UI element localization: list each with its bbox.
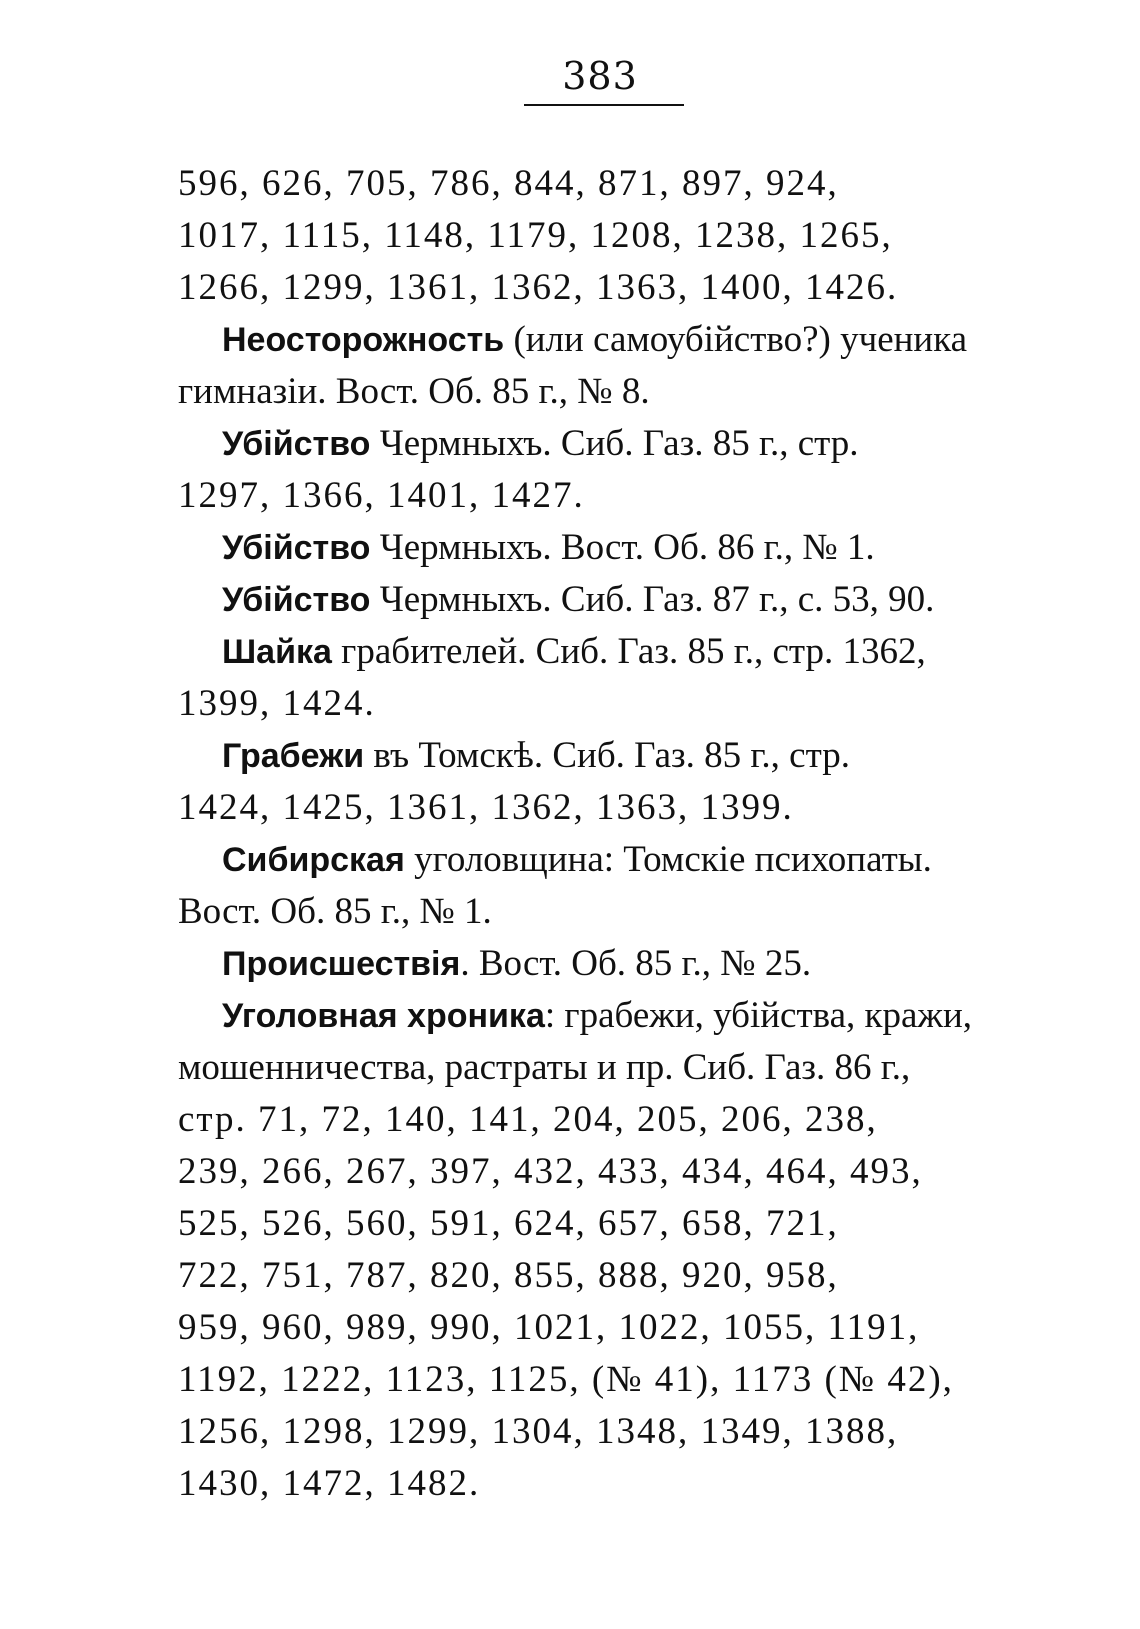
text-line bbox=[178, 522, 1028, 574]
text-line: 722, 751, 787, 820, 855, 888, 920, 958, bbox=[178, 1255, 839, 1296]
entry-heading: Убійство bbox=[222, 581, 371, 619]
header-rule bbox=[524, 104, 684, 106]
bibliography-entry bbox=[178, 522, 1028, 574]
bibliography-entry bbox=[178, 730, 1028, 834]
entry-text: Чермныхъ. Сиб. Газ. 85 г., стр. bbox=[370, 423, 859, 464]
entry-text: въ Томскѣ. Сиб. Газ. 85 г., стр. bbox=[364, 735, 850, 776]
text-line: 1424, 1425, 1361, 1362, 1363, 1399. bbox=[178, 787, 794, 828]
entry-text: (или самоубійство?) ученика bbox=[504, 319, 968, 360]
entry-heading: Происшествія bbox=[222, 945, 461, 983]
entry-heading: Неосторожность bbox=[222, 321, 505, 359]
text-line bbox=[178, 938, 1028, 990]
entry-text: . Вост. Об. 85 г., № 25. bbox=[460, 943, 812, 984]
text-line: Вост. Об. 85 г., № 1. bbox=[178, 891, 492, 932]
text-line: 1192, 1222, 1123, 1125, (№ 41), 1173 (№ 42), bbox=[178, 1359, 954, 1400]
text-line: 596, 626, 705, 786, 844, 871, 897, 924, bbox=[178, 163, 839, 204]
continuation-entry bbox=[178, 158, 1028, 314]
text-line bbox=[178, 730, 1028, 782]
text-line: 959, 960, 989, 990, 1021, 1022, 1055, 1191, bbox=[178, 1307, 920, 1348]
bibliography-entry bbox=[178, 418, 1028, 522]
text-line: 1256, 1298, 1299, 1304, 1348, 1349, 1388, bbox=[178, 1411, 899, 1452]
entry-text: : грабежи, убійства, кражи, bbox=[544, 995, 973, 1036]
bibliography-entry bbox=[178, 626, 1028, 730]
entry-heading: Сибирская bbox=[222, 841, 405, 879]
bibliography-entry bbox=[178, 990, 1028, 1510]
bibliography-entry bbox=[178, 834, 1028, 938]
page-number: 383 bbox=[562, 54, 638, 98]
text-line: 1297, 1366, 1401, 1427. bbox=[178, 475, 585, 516]
text-line bbox=[178, 418, 1028, 470]
text-line: гимназіи. Вост. Об. 85 г., № 8. bbox=[178, 371, 650, 412]
text-line bbox=[178, 834, 1028, 886]
bibliography-entry bbox=[178, 314, 1028, 418]
entry-heading: Убійство bbox=[222, 425, 371, 463]
entry-heading: Шайка bbox=[222, 633, 332, 671]
entry-text: Чермныхъ. Сиб. Газ. 87 г., с. 53, 90. bbox=[370, 579, 935, 620]
text-line bbox=[178, 574, 1028, 626]
text-line: 1266, 1299, 1361, 1362, 1363, 1400, 1426. bbox=[178, 267, 899, 308]
bibliography-entry bbox=[178, 574, 1028, 626]
text-line: 1017, 1115, 1148, 1179, 1208, 1238, 1265, bbox=[178, 215, 893, 256]
text-line bbox=[178, 626, 1028, 678]
text-line: 525, 526, 560, 591, 624, 657, 658, 721, bbox=[178, 1203, 839, 1244]
text-line: 1430, 1472, 1482. bbox=[178, 1463, 481, 1504]
entry-text: уголовщина: Томскіе психопаты. bbox=[404, 839, 932, 880]
text-line: 239, 266, 267, 397, 432, 433, 434, 464, 493, bbox=[178, 1151, 923, 1192]
entry-text: Чермныхъ. Вост. Об. 86 г., № 1. bbox=[370, 527, 875, 568]
entry-heading: Грабежи bbox=[222, 737, 365, 775]
entry-text: грабителей. Сиб. Газ. 85 г., стр. 1362, bbox=[331, 631, 926, 672]
text-block bbox=[178, 158, 1028, 1510]
bibliography-entry bbox=[178, 938, 1028, 990]
text-line: стр. 71, 72, 140, 141, 204, 205, 206, 238, bbox=[178, 1099, 878, 1140]
entry-heading: Уголовная хроника bbox=[222, 997, 545, 1035]
text-line bbox=[178, 314, 1028, 366]
text-line: мошенничества, растраты и пр. Сиб. Газ. 86 г., bbox=[178, 1047, 911, 1088]
text-line bbox=[178, 990, 1028, 1042]
entry-heading: Убійство bbox=[222, 529, 371, 567]
text-line: 1399, 1424. bbox=[178, 683, 376, 724]
